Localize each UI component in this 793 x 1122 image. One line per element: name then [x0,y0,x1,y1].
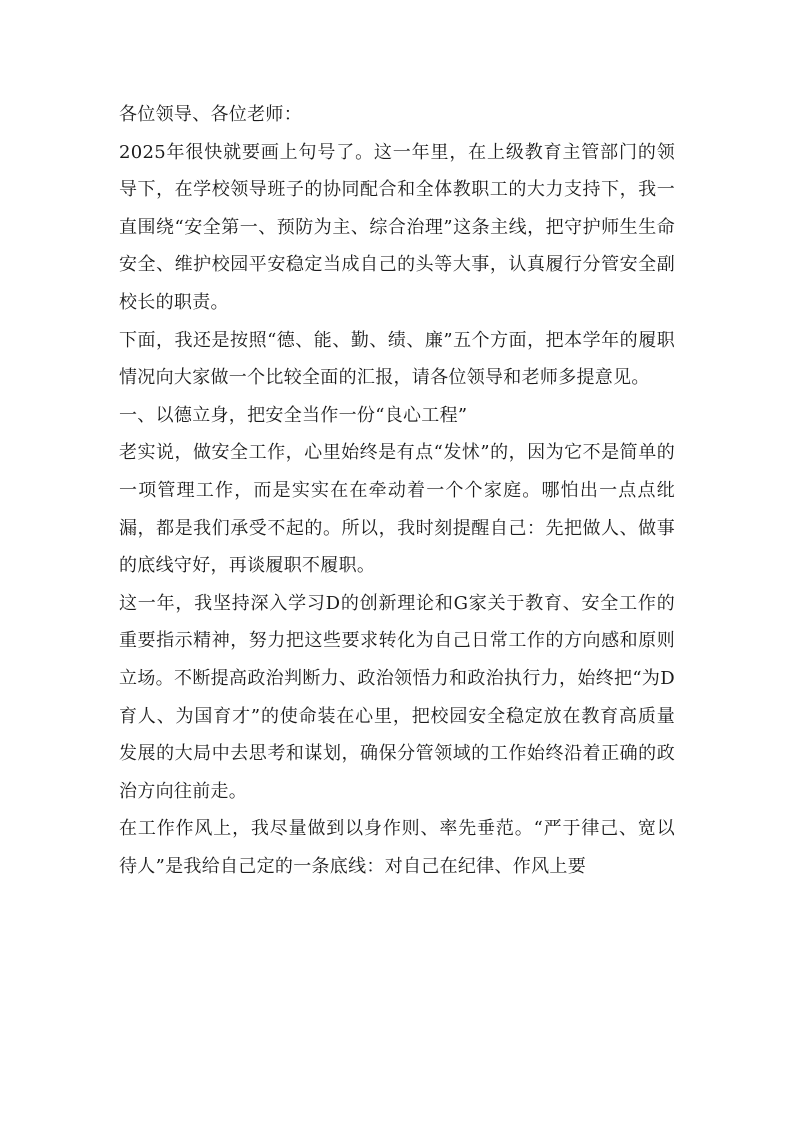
salutation: 各位领导、各位老师： [119,104,302,125]
body-paragraph: 老实说，做安全工作，心里始终是有点“发怵”的，因为它不是简单的一项管理工作，而是实实在在牵动着一个个家庭。哪怕出一点点纰漏，都是我们承受不起的。所以，我时刻提醒自己：先把做人、做事的底线守好，再谈履职不履职。 [119,442,675,577]
body-paragraph: 2025年很快就要画上句号了。这一年里，在上级教育主管部门的领导下，在学校领导班子的协同配合和全体教职工的大力支持下，我一直围绕“安全第一、预防为主、综合治理”这条主线，把守护师生生命安全、维护校园平安稳定当成自己的头等大事，认真履行分管安全副校长的职责。 [119,141,675,313]
body-paragraph: 这一年，我坚持深入学习D的创新理论和G家关于教育、安全工作的重要指示精神，努力把这些要求转化为自己日常工作的方向感和原则立场。不断提高政治判断力、政治领悟力和政治执行力，始终把“为D育人、为国育才”的使命装在心里，把校园安全稳定放在教育高质量发展的大局中去思考和谋划，确保分管领域的工作始终沿着正确的政治方向往前走。 [119,592,675,802]
section-heading: 一、以德立身，把安全当作一份“良心工程” [119,404,468,426]
body-paragraph: 在工作作风上，我尽量做到以身作则、率先垂范。“严于律己、宽以待人”是我给自己定的一条底线：对自己在纪律、作风上要 [119,818,675,877]
body-paragraph: 下面，我还是按照“德、能、勤、绩、廉”五个方面，把本学年的履职情况向大家做一个比较全面的汇报，请各位领导和老师多提意见。 [119,329,675,389]
document-page [119,96,675,885]
